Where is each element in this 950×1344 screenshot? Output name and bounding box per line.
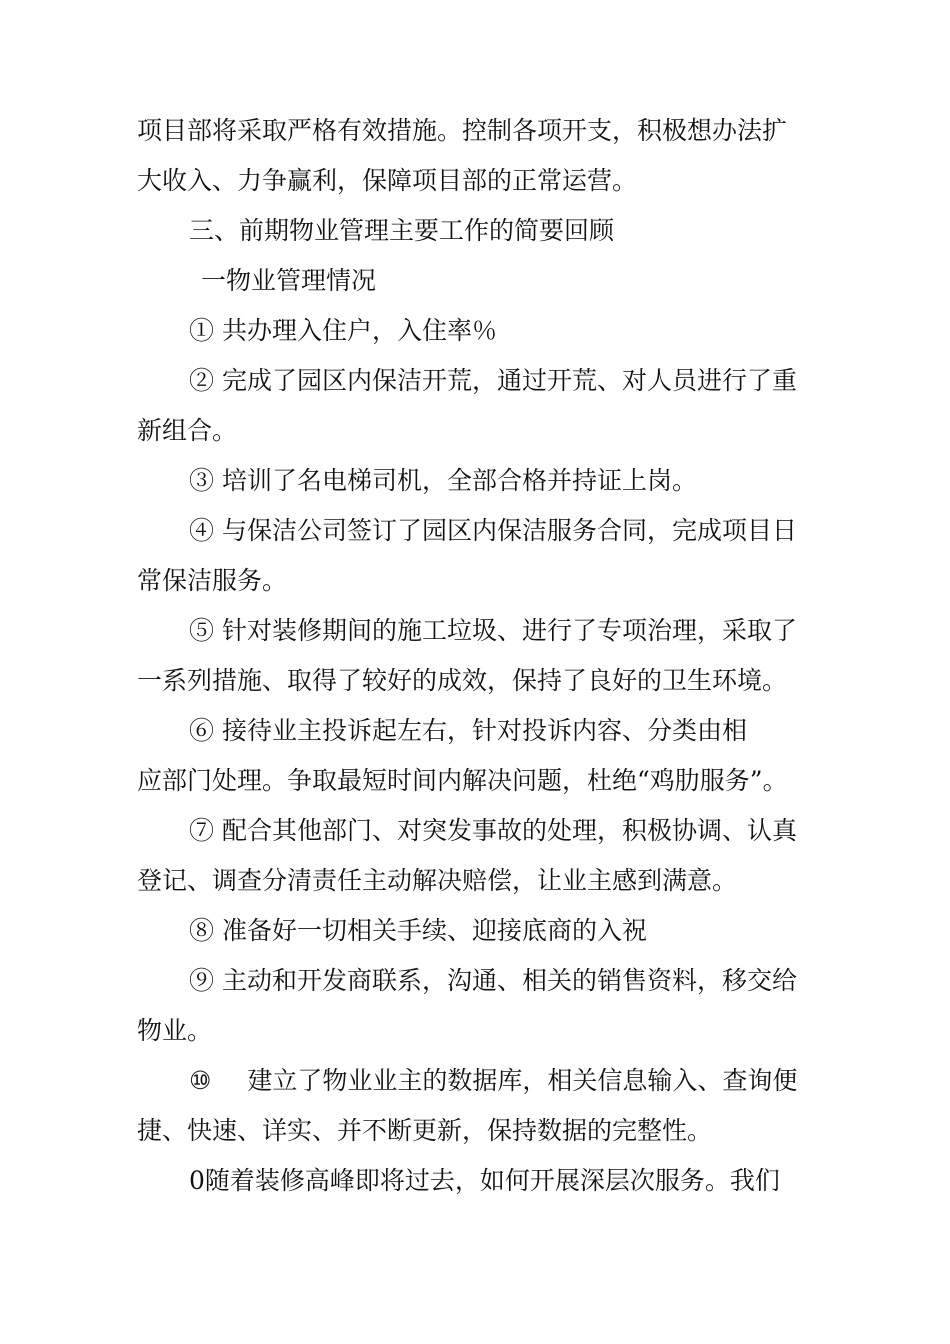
list-item: ③ 培训了名电梯司机，全部合格并持证上岗。 bbox=[189, 466, 697, 495]
text-line: 登记、调查分清责任主动解决赔偿，让业主感到满意。 bbox=[137, 866, 738, 895]
text-line: 大收入、力争赢利，保障项目部的正常运营。 bbox=[137, 166, 638, 195]
subsection-heading: 一物业管理情况 bbox=[201, 266, 377, 295]
text-line: 应部门处理。争取最短时间内解决问题，杜绝“鸡肋服务”。 bbox=[137, 766, 788, 795]
list-item: ⑧ 准备好一切相关手续、迎接底商的入祝 bbox=[189, 916, 647, 945]
text-line: 一系列措施、取得了较好的成效，保持了良好的卫生环境。 bbox=[137, 666, 788, 695]
list-item: ② 完成了园区内保洁开荒，通过开荒、对人员进行了重 bbox=[189, 366, 797, 395]
text-line: 项目部将采取严格有效措施。控制各项开支，积极想办法扩 bbox=[137, 116, 788, 145]
document-body bbox=[137, 106, 817, 1206]
text-line: 新组合。 bbox=[137, 416, 238, 445]
list-item bbox=[137, 1056, 817, 1106]
list-item-text: 建立了物业业主的数据库，相关信息输入、查询便 bbox=[247, 1066, 798, 1095]
list-marker: ⑩ bbox=[189, 1066, 212, 1095]
text-line: 0随着装修高峰即将过去，如何开展深层次服务。我们 bbox=[189, 1166, 780, 1195]
list-item: ⑦ 配合其他部门、对突发事故的处理，积极协调、认真 bbox=[189, 816, 797, 845]
text-line: 捷、快速、详实、并不断更新，保持数据的完整性。 bbox=[137, 1116, 713, 1145]
section-heading: 三、前期物业管理主要工作的简要回顾 bbox=[189, 216, 615, 245]
list-item: ⑥ 接待业主投诉起左右，针对投诉内容、分类由相 bbox=[189, 716, 747, 745]
text-line: 物业。 bbox=[137, 1016, 213, 1045]
list-item: ① 共办理入住户，入住率％ bbox=[189, 316, 497, 345]
text-line: 常保洁服务。 bbox=[137, 566, 288, 595]
list-item: ⑤ 针对装修期间的施工垃圾、进行了专项治理，采取了 bbox=[189, 616, 797, 645]
list-item: ④ 与保洁公司签订了园区内保洁服务合同，完成项目日 bbox=[189, 516, 797, 545]
list-item: ⑨ 主动和开发商联系，沟通、相关的销售资料，移交给 bbox=[189, 966, 797, 995]
